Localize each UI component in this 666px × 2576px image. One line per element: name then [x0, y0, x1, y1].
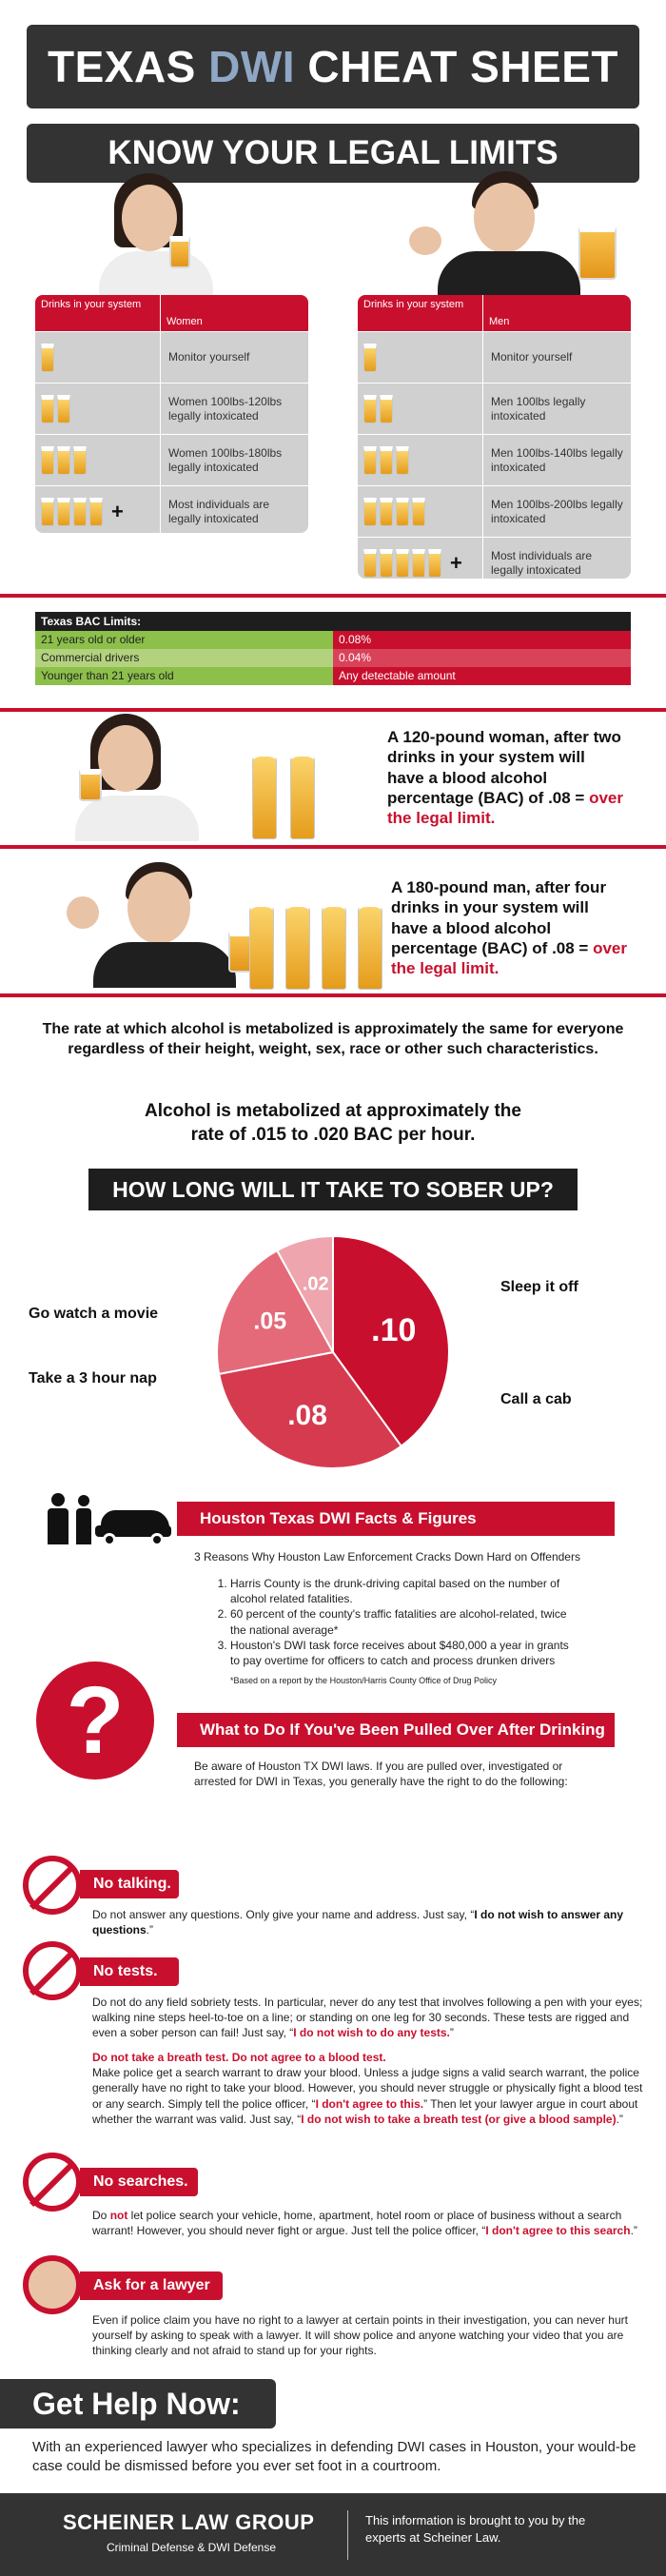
firm-tagline-text: Criminal Defense & DWI Defense [106, 2541, 277, 2554]
men-table-row [358, 331, 631, 383]
drink-count-cell [35, 383, 161, 434]
intoxication-cell: Most individuals are legally intoxicated [168, 498, 270, 525]
man-photo [409, 169, 628, 295]
bac-limit-label: 21 years old or older [35, 631, 333, 649]
men-table-row [358, 434, 631, 485]
beer-bottle-icon [358, 902, 382, 990]
subtitle-banner: KNOW YOUR LEGAL LIMITS [27, 124, 639, 183]
breath-test-heading: Do not take a breath test. Do not agree to a blood test. [92, 2051, 386, 2064]
footer-note: This information is brought to you by the experts at Scheiner Law. [365, 2513, 586, 2546]
beer-bottle-icon [290, 752, 315, 839]
drink-count-cell [358, 383, 483, 434]
sober-up-heading: HOW LONG WILL IT TAKE TO SOBER UP? [88, 1169, 578, 1210]
drink-count-cell [358, 538, 483, 579]
women-table-row [35, 383, 308, 434]
title-part1: TEXAS [47, 42, 209, 91]
drink-count-cell [358, 435, 483, 485]
footer [0, 2493, 666, 2576]
pie-slice-label-1: .08 [287, 1399, 327, 1431]
beer-glass-icon [57, 395, 70, 423]
houston-subheading: 3 Reasons Why Houston Law Enforcement Cracks Down Hard on Offenders [194, 1550, 580, 1563]
houston-facts-list [215, 1576, 577, 1668]
divider-line [0, 845, 666, 849]
metabolism-rate: Alcohol is metabolized at approximately the rate of .015 to .020 BAC per hour. [145, 1101, 521, 1145]
beer-glass-icon [412, 549, 425, 578]
police-car-icon [38, 1489, 171, 1546]
title-dwi: DWI [208, 42, 296, 91]
beer-glass-icon [396, 549, 409, 578]
intoxication-cell: Women 100lbs-180lbs legally intoxicated [168, 446, 283, 474]
intoxication-cell: Monitor yourself [491, 350, 573, 364]
divider-line [0, 594, 666, 598]
intoxication-cell: Monitor yourself [168, 350, 250, 364]
no-tests-body: Do not do any field sobriety tests. In particular, never do any test that involves following a pen with your eyes; walking nine steps heel-to-toe on a line; or standing on one leg for 30 seconds. These tests are rigged and even a sober person can fail! Just say, “I do not wish to do any tests.” [92, 1996, 643, 2040]
men-table-header [358, 295, 631, 331]
men-col1-header: Drinks in your system [358, 295, 483, 331]
beer-glass-icon [363, 344, 377, 372]
metabolism-paragraph: The rate at which alcohol is metabolized is approximately the same for everyone regardless of their height, weight, sex, race or other such characteristics. [42, 1021, 624, 1057]
houston-fact-item: 2. 60 percent of the county's traffic fatalities are alcohol-related, twice the national average* [230, 1606, 577, 1637]
no-tests-title: No tests. [80, 1957, 179, 1986]
plus-icon: + [450, 550, 462, 575]
bac-limits-rows [35, 631, 631, 685]
bac-limit-value: 0.04% [333, 649, 631, 667]
sober-pie-chart [215, 1234, 451, 1470]
intoxication-cell: Men 100lbs-200lbs legally intoxicated [491, 498, 623, 525]
lawyer-icon [23, 2255, 82, 2314]
beer-bottle-icon [322, 902, 346, 990]
firm-tagline [63, 2541, 320, 2554]
women-table-row [35, 331, 308, 383]
houston-fact-item: 3. Houston's DWI task force receives about $480,000 a year in grants to pay overtime for officers to catch and process drunken drivers [230, 1638, 577, 1668]
beer-bottle-icon [252, 752, 277, 839]
women-drinks-table [35, 295, 308, 533]
fact-man-text [391, 877, 629, 978]
pie-slice-label-2: .05 [253, 1308, 287, 1335]
bac-limit-value: Any detectable amount [333, 667, 631, 685]
fact-woman-body: A 120-pound woman, after two drinks in your system will have a blood alcohol percentage (BAC) of .08 = [387, 728, 621, 807]
divider-line [0, 993, 666, 997]
title-banner [27, 25, 639, 108]
beer-glass-icon [363, 549, 377, 578]
beer-glass-icon [363, 498, 377, 526]
no-talking-body: Do not answer any questions. Only give your name and address. Just say, “I do not wish to answer any questions.” [92, 1908, 624, 1937]
men-table-row [358, 383, 631, 434]
beer-glass-icon [412, 498, 425, 526]
bac-limit-row [35, 631, 631, 649]
beer-glass-icon [428, 549, 441, 578]
women-table-row [35, 434, 308, 485]
firm-name: SCHEINER LAW GROUP [63, 2510, 315, 2534]
women-rows [35, 331, 308, 533]
bac-limit-label: Younger than 21 years old [35, 667, 333, 685]
woman-drinking-photo [62, 710, 219, 841]
no-searches-body: Do not let police search your vehicle, home, apartment, hotel room or place of business without a search warrant! However, you should never fight or argue. Just tell the police officer, “I don't agree to this search.” [92, 2209, 637, 2238]
pulled-over-intro: Be aware of Houston TX DWI laws. If you are pulled over, investigated or arrested for DWI in Texas, you generally have the right to do the following: [194, 1760, 568, 1789]
intoxication-cell: Men 100lbs-140lbs legally intoxicated [491, 446, 623, 474]
pulled-over-heading: What to Do If You've Been Pulled Over After Drinking [177, 1713, 615, 1747]
men-table-row [358, 537, 631, 579]
get-help-body: With an experienced lawyer who specializes in defending DWI cases in Houston, your would-be case could be dismissed before you ever set foot in a courtroom. [32, 2439, 637, 2474]
intoxication-cell: Most individuals are legally intoxicated [491, 549, 593, 577]
beer-glass-icon [396, 446, 409, 475]
man-cheering-photo [67, 855, 257, 988]
drink-count-cell [358, 332, 483, 383]
beer-glass-icon [41, 395, 54, 423]
intoxication-cell: Women 100lbs-120lbs legally intoxicated [168, 395, 283, 423]
pie-label-nap: Take a 3 hour nap [29, 1370, 157, 1386]
beer-bottle-icon [285, 902, 310, 990]
bac-limit-value: 0.08% [333, 631, 631, 649]
beer-glass-icon [41, 344, 54, 372]
beer-glass-icon [73, 446, 87, 475]
houston-fact-item: 1. Harris County is the drunk-driving capital based on the number of alcohol related fatalities. [230, 1576, 577, 1606]
houston-footnote: *Based on a report by the Houston/Harris County Office of Drug Policy [230, 1676, 497, 1685]
beer-bottle-icon [249, 902, 274, 990]
houston-facts-heading: Houston Texas DWI Facts & Figures [177, 1502, 615, 1536]
plus-icon: + [111, 499, 124, 523]
bac-limit-row [35, 667, 631, 685]
bac-limits-table [35, 612, 631, 685]
fact-woman-emphasis: over the legal limit. [387, 788, 624, 827]
no-searches-icon [23, 2153, 82, 2212]
beer-glass-icon [89, 498, 103, 526]
drink-count-cell [358, 486, 483, 537]
drink-count-cell [35, 486, 161, 533]
breath-test-section: Do not take a breath test. Do not agree to a blood test. Make police get a search warrant to draw your blood. Unless a judge signs a valid search warrant, the police generally have no right to take your blood. However, you should never struggle or physically fight a blood test or any search. Simply tell the police officer, “I don't agree to this.” Then let your lawyer argue in court about whether the warrant was valid. Just say, “I do not wish to take a breath test (or give a blood sample).” [92, 2051, 643, 2126]
pie-label-movie: Go watch a movie [29, 1306, 159, 1322]
beer-glass-icon [363, 395, 377, 423]
men-rows [358, 331, 631, 579]
pie-slice-label-0: .10 [371, 1312, 417, 1349]
women-col2-header: Women [166, 316, 203, 327]
no-talking-icon [23, 1856, 82, 1915]
women-table-row [35, 485, 308, 533]
beer-glass-icon [363, 446, 377, 475]
get-help-heading: Get Help Now: [0, 2379, 276, 2429]
women-table-header [35, 295, 308, 331]
no-searches-title: No searches. [80, 2168, 198, 2196]
fact-woman-text [387, 727, 625, 828]
beer-glass-icon [41, 498, 54, 526]
beer-glass-icon [380, 395, 393, 423]
bac-limit-row [35, 649, 631, 667]
pie-label-sleep: Sleep it off [500, 1279, 578, 1295]
beer-glass-icon [57, 498, 70, 526]
title-part2: CHEAT SHEET [295, 42, 619, 91]
beer-glass-icon [57, 446, 70, 475]
men-table-row [358, 485, 631, 537]
bac-limit-label: Commercial drivers [35, 649, 333, 667]
lawyer-body: Even if police claim you have no right to a lawyer at certain points in their investigation, you can never hurt yourself by asking to speak with a lawyer. It will show police and anyone watching your video that you are thinking clearly and not afraid to stand up for your rights. [92, 2313, 628, 2358]
fact-man-body: A 180-pound man, after four drinks in your system will have a blood alcohol percentage (BAC) of .08 = [391, 878, 607, 957]
men-col2-header: Men [489, 316, 510, 327]
men-drinks-table [358, 295, 631, 579]
no-talking-title: No talking. [80, 1870, 179, 1898]
beer-glass-icon [380, 446, 393, 475]
beer-glass-icon [73, 498, 87, 526]
fact-man-emphasis: over the legal limit. [391, 938, 628, 977]
lawyer-title: Ask for a lawyer [80, 2271, 223, 2300]
intoxication-cell: Men 100lbs legally intoxicated [491, 395, 586, 423]
beer-glass-icon [380, 498, 393, 526]
drink-count-cell [35, 332, 161, 383]
footer-divider [347, 2510, 348, 2560]
beer-glass-icon [380, 549, 393, 578]
question-mark-icon: ? [36, 1662, 154, 1780]
beer-glass-icon [396, 498, 409, 526]
woman-photo [95, 169, 228, 295]
drink-count-cell [35, 435, 161, 485]
women-col1-header: Drinks in your system [35, 295, 161, 331]
no-tests-icon [23, 1941, 82, 2000]
pie-slice-label-3: .02 [302, 1273, 329, 1295]
pie-label-cab: Call a cab [500, 1391, 572, 1407]
bac-limits-heading: Texas BAC Limits: [35, 612, 631, 631]
beer-glass-icon [41, 446, 54, 475]
